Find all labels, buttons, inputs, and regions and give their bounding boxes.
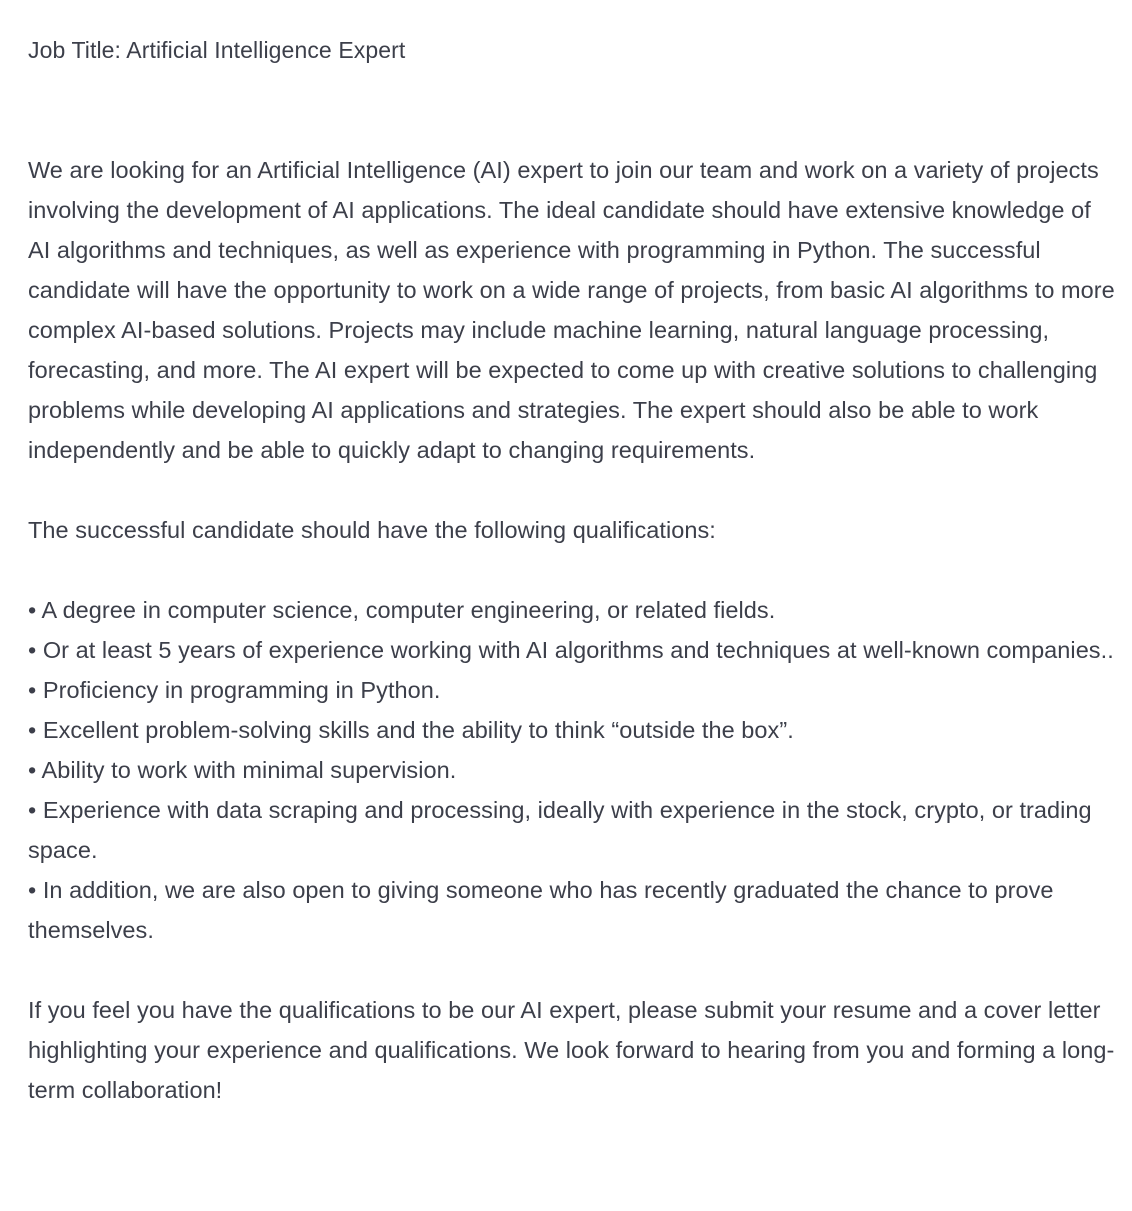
paragraph-gap-2 xyxy=(28,550,1118,590)
list-item: • Excellent problem-solving skills and the ability to think “outside the box”. xyxy=(28,717,794,743)
list-item: • Proficiency in programming in Python. xyxy=(28,677,441,703)
page-title: Job Title: Artificial Intelligence Expert xyxy=(28,37,406,63)
list-item: • Experience with data scraping and processing, ideally with experience in the stock, crypto, or trading space. xyxy=(28,797,1092,863)
qualifications-list xyxy=(28,590,1118,950)
paragraph-gap-3 xyxy=(28,950,1118,990)
list-item: • A degree in computer science, computer engineering, or related fields. xyxy=(28,597,776,623)
closing-paragraph: If you feel you have the qualifications to be our AI expert, please submit your resume and a cover letter highlighting your experience and qualifications. We look forward to hearing from you and forming a long-term collaboration! xyxy=(28,997,1115,1103)
intro-paragraph: We are looking for an Artificial Intelligence (AI) expert to join our team and work on a variety of projects involving the development of AI applications. The ideal candidate should have extensive knowledge of AI algorithms and techniques, as well as experience with programming in Python. The successful candidate will have the opportunity to work on a wide range of projects, from basic AI algorithms to more complex AI-based solutions. Projects may include machine learning, natural language processing, forecasting, and more. The AI expert will be expected to come up with creative solutions to challenging problems while developing AI applications and strategies. The expert should also be able to work independently and be able to quickly adapt to changing requirements. xyxy=(28,157,1122,463)
paragraph-gap-1 xyxy=(28,470,1118,510)
list-item: • In addition, we are also open to giving someone who has recently graduated the chance to prove themselves. xyxy=(28,877,1054,943)
title-spacer xyxy=(28,70,1118,150)
list-item: • Or at least 5 years of experience working with AI algorithms and techniques at well-known companies.. xyxy=(28,637,1114,663)
qualifications-heading: The successful candidate should have the following qualifications: xyxy=(28,517,716,543)
list-item: • Ability to work with minimal supervision. xyxy=(28,757,457,783)
